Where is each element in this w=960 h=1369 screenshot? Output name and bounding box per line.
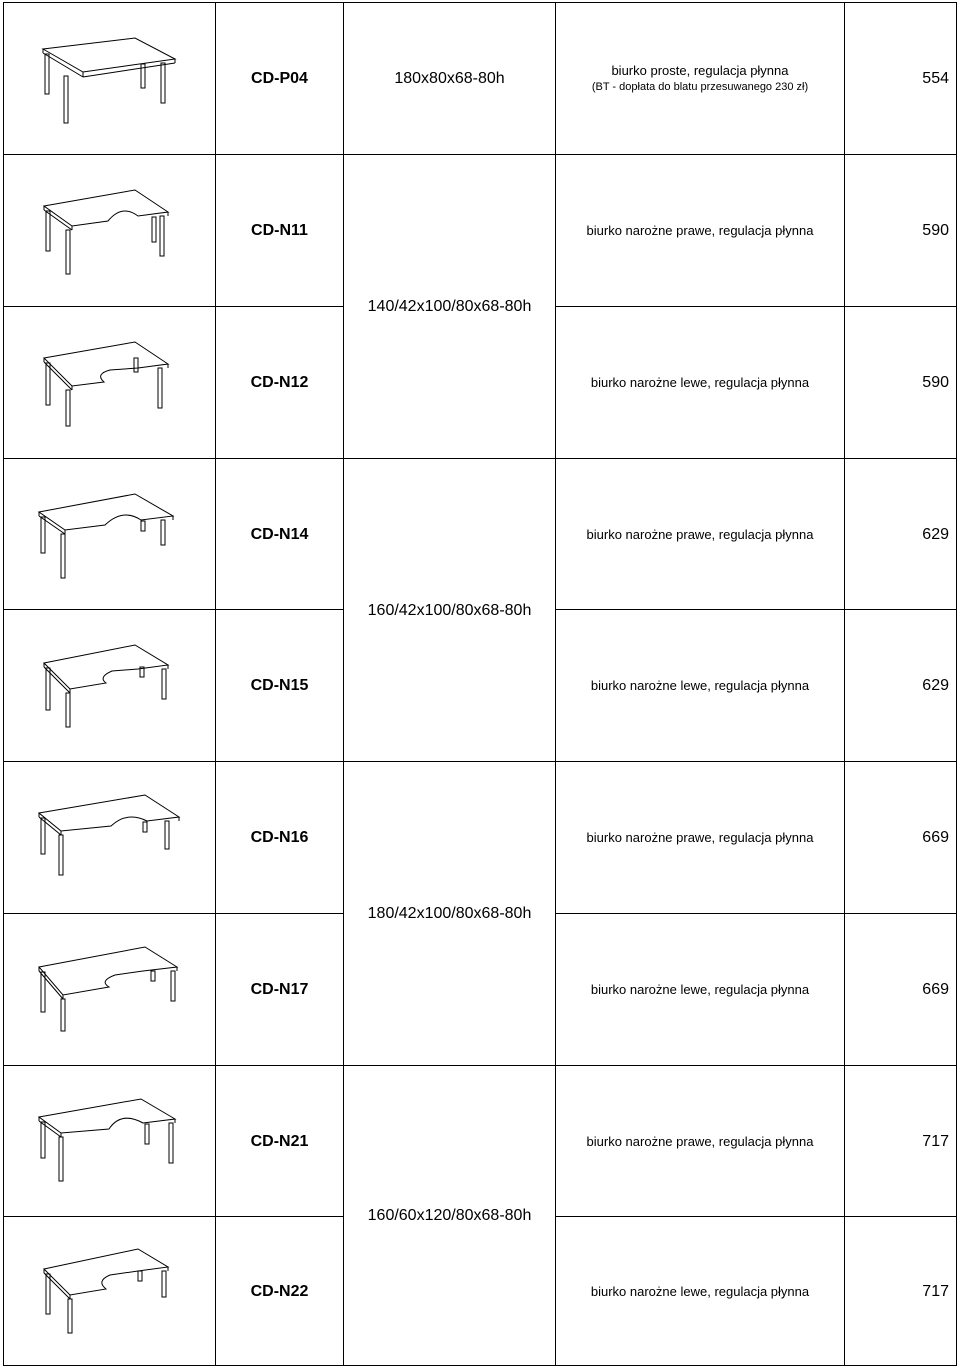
description: biurko narożne lewe, regulacja płynna — [590, 677, 810, 693]
product-code: CD-N22 — [250, 1282, 309, 1300]
straight-desk-icon — [35, 34, 185, 124]
corner-desk-right-icon — [35, 490, 185, 580]
product-image — [4, 762, 215, 913]
price: 590 — [922, 221, 949, 239]
product-code: CD-N11 — [251, 221, 308, 239]
dimensions: 180x80x68-80h — [394, 69, 505, 87]
product-image — [4, 1217, 215, 1366]
dimensions: 180/42x100/80x68-80h — [367, 904, 532, 922]
description: biurko narożne prawe, regulacja płynna — [586, 222, 814, 238]
product-code: CD-N16 — [250, 828, 309, 846]
corner-desk-left-icon — [40, 641, 180, 731]
description — [556, 3, 844, 154]
product-code: CD-N14 — [250, 525, 309, 543]
product-image — [4, 307, 215, 458]
price: 669 — [922, 828, 949, 846]
price: 554 — [922, 69, 949, 87]
description: biurko narożne lewe, regulacja płynna — [590, 1283, 810, 1299]
description: biurko narożne prawe, regulacja płynna — [586, 829, 814, 845]
product-image — [4, 610, 215, 761]
product-image — [4, 914, 215, 1065]
product-code: CD-N15 — [250, 676, 309, 694]
product-code: CD-N17 — [250, 980, 309, 998]
dimensions: 160/60x120/80x68-80h — [367, 1207, 532, 1224]
description-text: biurko proste, regulacja płynna — [611, 62, 789, 78]
product-image — [4, 3, 215, 154]
corner-desk-right-icon — [40, 186, 180, 276]
description: biurko narożne prawe, regulacja płynna — [586, 526, 814, 542]
dimensions: 140/42x100/80x68-80h — [367, 297, 532, 315]
price: 590 — [922, 373, 949, 391]
corner-desk-left-icon — [40, 338, 180, 428]
price: 717 — [922, 1282, 949, 1300]
price-table — [3, 2, 957, 1366]
corner-desk-left-icon — [35, 945, 185, 1035]
description-note: (BT - dopłata do blatu przesuwanego 230 zł) — [591, 80, 809, 93]
corner-desk-right-icon — [35, 1097, 185, 1187]
product-code: CD-N21 — [250, 1132, 309, 1150]
product-image — [4, 1066, 215, 1217]
price: 669 — [922, 980, 949, 998]
product-image — [4, 459, 215, 610]
price: 629 — [922, 525, 949, 543]
corner-desk-left-icon — [40, 1247, 180, 1337]
price: 629 — [922, 676, 949, 694]
description: biurko narożne lewe, regulacja płynna — [590, 374, 810, 390]
product-code: CD-P04 — [251, 69, 308, 87]
description: biurko narożne prawe, regulacja płynna — [586, 1133, 814, 1149]
dimensions: 160/42x100/80x68-80h — [367, 601, 532, 619]
product-code: CD-N12 — [250, 373, 309, 391]
description: biurko narożne lewe, regulacja płynna — [590, 981, 810, 997]
price: 717 — [922, 1132, 949, 1150]
product-image — [4, 155, 215, 306]
corner-desk-right-icon — [35, 793, 185, 883]
